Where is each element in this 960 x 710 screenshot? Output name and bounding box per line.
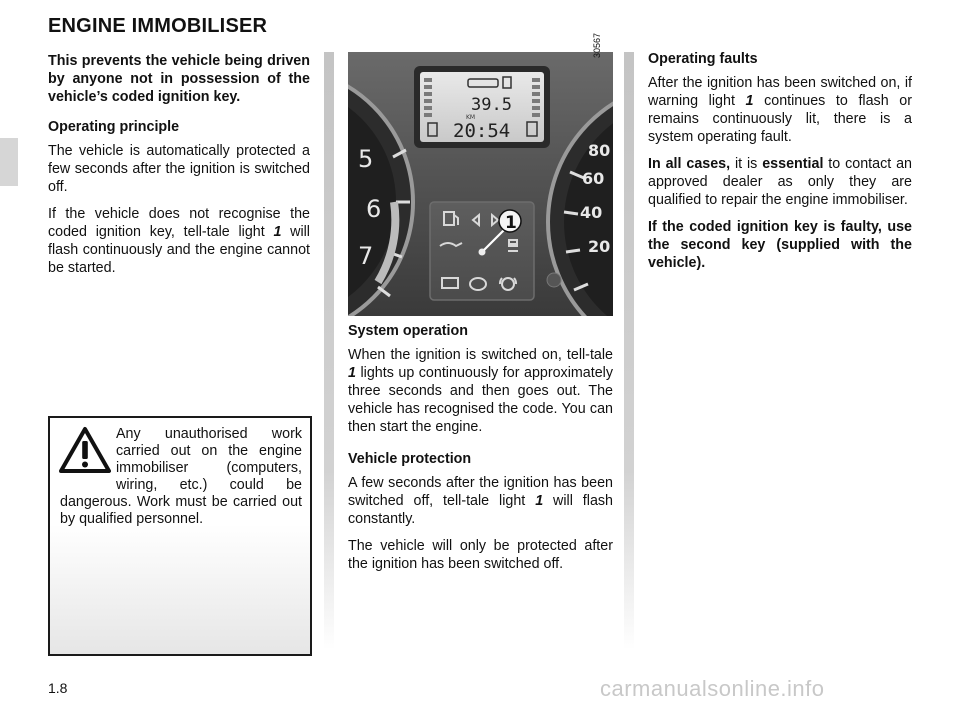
column-divider-2	[624, 52, 634, 650]
warning-text-container	[60, 426, 302, 528]
right-column	[648, 50, 912, 272]
operating-principle-heading: Operating principle	[48, 119, 180, 135]
text-segment: After the ignition has been switched on, if warning light	[648, 75, 912, 109]
display-unit: KM	[466, 114, 476, 121]
callout-1: 1	[505, 213, 517, 233]
watermark: carmanualsonline.info	[600, 676, 825, 701]
text-segment: When the ignition is switched on, tell-tale	[348, 347, 613, 363]
column-divider-1	[324, 52, 334, 650]
speedo-tick-20: 20	[588, 237, 611, 256]
warning-text: Any unauthorised work carried out on the engine immobiliser (computers, wiring, etc.) could be dangerous. Work must be carried out by qualified personnel.	[60, 426, 302, 527]
vehicle-protection-heading: Vehicle protection	[348, 451, 472, 467]
page-number: 1.8	[48, 680, 68, 696]
text-segment: In all cases,	[648, 156, 731, 172]
text-segment: A few seconds after the ignition has been switched off, tell-tale light	[348, 475, 613, 509]
warning-light-number: 1	[745, 93, 754, 109]
text-segment: will flash constantly.	[348, 493, 614, 527]
text-segment: essential	[762, 156, 824, 172]
faults-paragraph-1	[648, 74, 912, 146]
icon-spacer	[60, 426, 116, 492]
intro-paragraph: This prevents the vehicle being driven by anyone not in possession of the vehicle’s coded ignition key.	[48, 53, 310, 105]
section-tab	[0, 138, 18, 186]
tell-tale-number: 1	[348, 365, 356, 381]
faults-paragraph-3: If the coded ignition key is faulty, use the second key (supplied with the vehicle).	[648, 219, 912, 271]
speedo-tick-40: 40	[580, 203, 603, 222]
display-clock: 20:54	[453, 120, 511, 142]
warning-box	[48, 416, 312, 656]
faults-paragraph-2	[648, 155, 912, 209]
system-operation-heading: System operation	[348, 323, 468, 339]
cluster-illustration	[348, 52, 613, 316]
tell-tale-number: 1	[273, 224, 282, 240]
principle-paragraph-2	[48, 205, 310, 277]
text-segment: will flash continuously and the engine cannot be started.	[48, 224, 310, 276]
middle-column	[348, 322, 613, 573]
protection-paragraph-2: The vehicle will only be protected after the ignition has been switched off.	[348, 538, 613, 572]
operating-faults-heading: Operating faults	[648, 51, 758, 67]
principle-paragraph-1: The vehicle is automatically protected a few seconds after the ignition is switched off.	[48, 143, 310, 195]
speedo-tick-80: 80	[588, 141, 611, 160]
speedo-tick-60: 60	[582, 169, 605, 188]
tacho-tick-6: 6	[366, 195, 382, 223]
page-title: ENGINE IMMOBILISER	[48, 15, 268, 37]
tell-tale-number: 1	[535, 493, 544, 509]
text-segment: lights up continuously for approximately three seconds and then goes out. The vehicle has recognised the code. You can then start the engine.	[348, 365, 613, 435]
protection-paragraph-1	[348, 474, 613, 528]
display-odometer: 39.5	[471, 95, 512, 115]
text-segment: continues to flash or remains continuously lit, there is a system operating fault.	[648, 93, 912, 145]
text-segment: If the vehicle does not recognise the coded ignition key, tell-tale light	[48, 206, 310, 240]
tacho-tick-7: 7	[358, 242, 374, 270]
system-operation-paragraph	[348, 346, 613, 436]
text-segment: it is	[730, 156, 763, 172]
left-column	[48, 52, 310, 277]
text-segment: to contact an approved dealer as only they are qualified to repair the engine immobiliser.	[648, 156, 912, 208]
tacho-tick-5: 5	[358, 145, 374, 173]
figure-code: 30567	[592, 32, 602, 58]
instrument-cluster-figure	[348, 52, 613, 316]
